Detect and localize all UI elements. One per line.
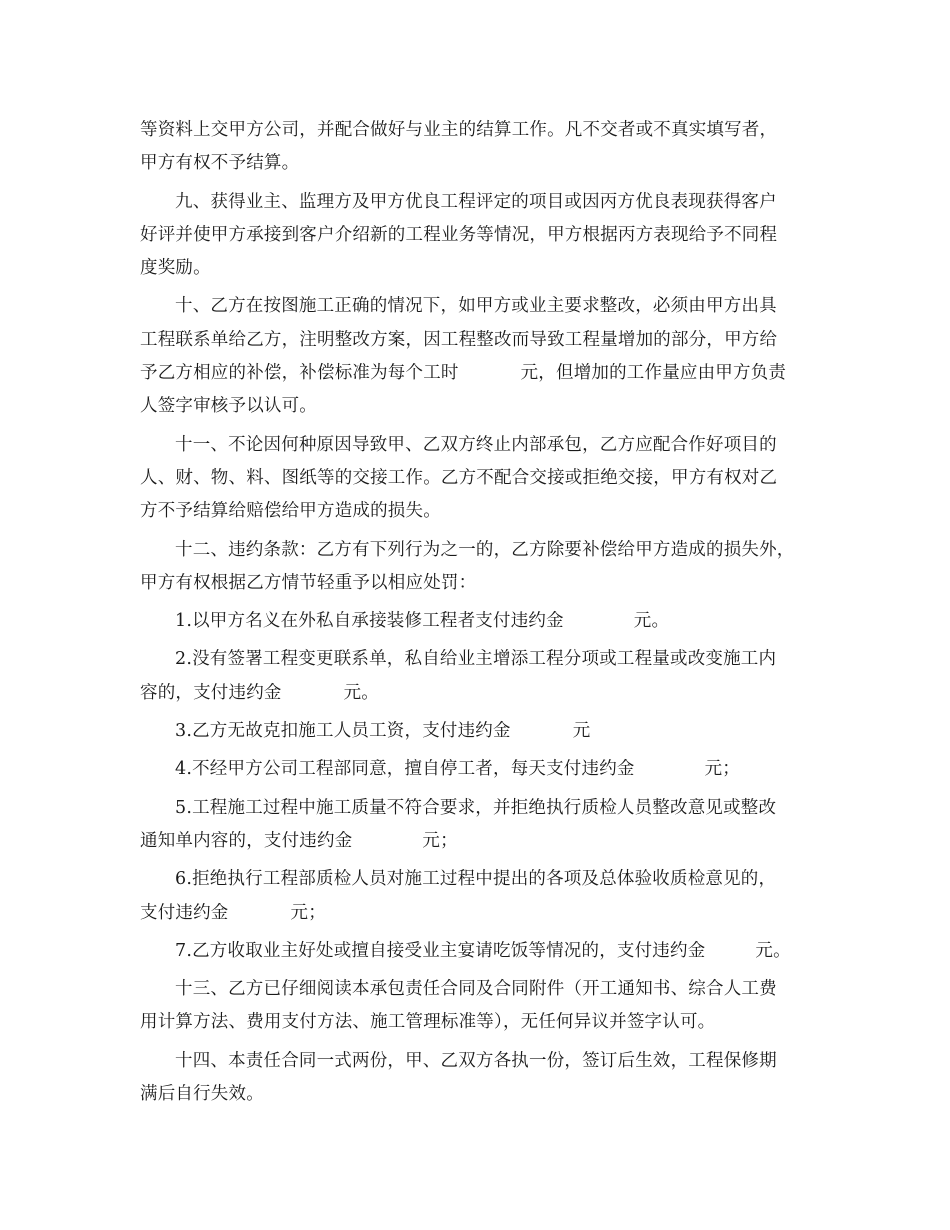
text-segment: 元。 [755,940,791,961]
penalty-item-2 [140,643,825,710]
fill-in-blank [705,955,755,956]
fill-in-blank [635,773,705,774]
text-line: 等资料上交甲方公司，并配合做好与业主的结算工作。凡不交者或不真实填写者， [140,120,778,140]
clause-14 [140,1045,825,1112]
text-segment: 1.以甲方名义在外私自承接装修工程者支付违约金 [175,611,564,632]
clause-9 [140,186,825,286]
text-line [140,715,825,748]
text-segment: 7.乙方收取业主好处或擅自接受业主宴请吃饭等情况的，支付违约金 [175,940,706,961]
text-line: 用计算方法、费用支付方法、施工管理标准等），无任何异议并签字认可。 [140,1012,716,1033]
text-line: 2.没有签署工程变更联系单，私自给业主增添工程分项或工程量或改变施工内 [175,649,777,670]
fill-in-blank [511,735,573,736]
fill-in-blank [282,697,344,698]
penalty-item-4 [140,753,825,786]
penalty-item-3 [140,715,825,748]
text-segment: 予乙方相应的补偿，补偿标准为每个工时 [140,363,459,384]
fill-in-blank [229,917,291,918]
text-segment: 元，但增加的工作量应由甲方负责 [520,363,787,384]
text-line: 甲方有权不予结算。 [140,153,300,174]
text-line [140,753,825,786]
text-segment: 3.乙方无故克扣施工人员工资，支付违约金 [175,721,511,742]
text-segment: 元； [422,830,458,851]
text-segment: 通知单内容的，支付违约金 [140,830,353,851]
text-line: 十一、不论因何种原因导致甲、乙双方终止内部承包，乙方应配合作好项目的 [175,434,777,455]
text-line: 6.拒绝执行工程部质检人员对施工过程中提出的各项及总体验收质检意见的， [175,869,777,890]
text-segment: 元。 [343,682,380,703]
text-line [140,677,825,710]
text-line [140,935,825,968]
text-line: 十四、本责任合同一式两份，甲、乙双方各执一份，签订后生效，工程保修期 [175,1050,777,1071]
clause-11 [140,429,825,529]
clause-12 [140,534,825,601]
text-line [140,897,825,930]
text-line [140,357,825,390]
text-segment: 支付违约金 [140,902,229,923]
text-line: 方不予结算给赔偿给甲方造成的损失。 [140,501,441,522]
text-segment: 元 [572,721,591,742]
text-segment: 元。 [633,611,670,632]
fill-in-blank [459,377,521,378]
text-line [140,825,825,858]
clause-13 [140,973,825,1040]
text-line: 好评并使甲方承接到客户介绍新的工程业务等情况，甲方根据丙方表现给予不同程 [140,224,778,245]
text-line: 工程联系单给乙方，注明整改方案，因工程整改而导致工程量增加的部分，甲方给 [140,329,778,350]
text-line [140,605,825,638]
penalty-item-7 [140,935,825,968]
text-line: 十三、乙方已仔细阅读本承包责任合同及合同附件（开工通知书、综合人工费 [175,979,777,1000]
fill-in-blank [564,625,634,626]
text-segment: 元； [704,759,741,780]
document-body [140,114,825,1116]
clause-10 [140,290,825,423]
text-line: 5.工程施工过程中施工质量不符合要求，并拒绝执行质检人员整改意见或整改 [175,797,777,818]
text-segment: 元； [290,902,326,923]
text-line: 十、乙方在按图施工正确的情况下，如甲方或业主要求整改，必须由甲方出具 [175,296,777,317]
text-line: 人、财、物、料、图纸等的交接工作。乙方不配合交接或拒绝交接，甲方有权对乙 [140,467,778,488]
text-line: 满后自行失效。 [140,1084,264,1105]
fill-in-blank [352,845,422,846]
penalty-item-6 [140,863,825,930]
penalty-item-1 [140,605,825,638]
text-segment: 4.不经甲方公司工程部同意，擅自停工者，每天支付违约金 [175,759,635,780]
text-line: 人签字审核予以认可。 [140,396,317,417]
text-line: 甲方有权根据乙方情节轻重予以相应处罚： [140,572,477,593]
text-line: 十二、违约条款：乙方有下列行为之一的，乙方除要补偿给甲方造成的损失外， [175,539,795,560]
text-segment: 容的，支付违约金 [140,682,282,703]
paragraph-continuation [140,114,825,181]
text-line: 度奖励。 [140,258,211,279]
text-line: 九、获得业主、监理方及甲方优良工程评定的项目或因丙方优良表现获得客户 [175,191,777,212]
penalty-item-5 [140,792,825,859]
